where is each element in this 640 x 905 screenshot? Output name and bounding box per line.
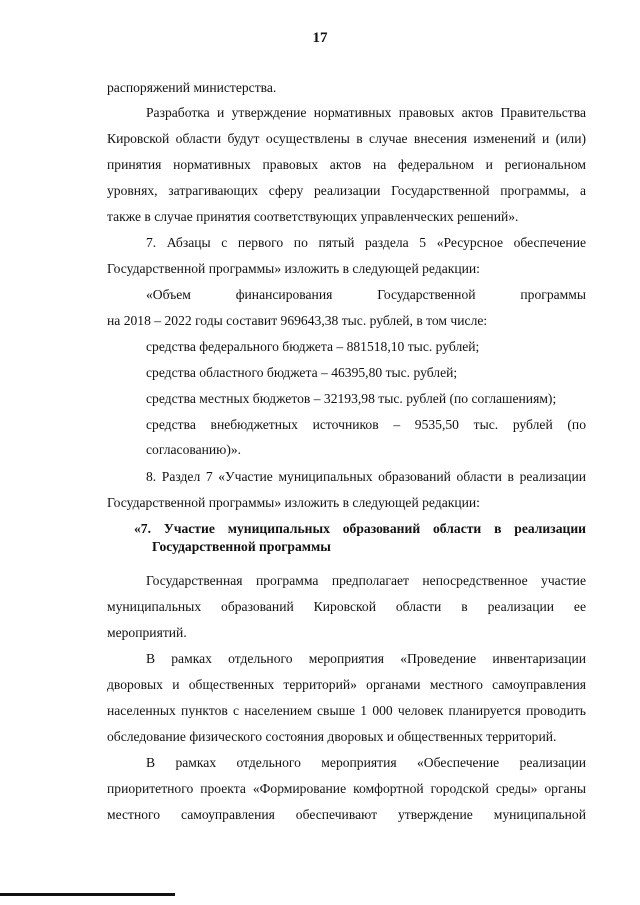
text-line: средства федерального бюджета – 881518,10 тыс. рублей; <box>146 339 480 354</box>
text-line: согласованию)». <box>146 442 242 457</box>
text-line: средства областного бюджета – 46395,80 тыс. рублей; <box>146 365 458 380</box>
text-line: принятия нормативных правовых актов на федеральном и региональном <box>107 157 586 172</box>
text-line: В рамках отдельного мероприятия «Проведение инвентаризации <box>146 651 586 666</box>
text-line: Разработка и утверждение нормативных правовых актов Правительства <box>146 105 586 120</box>
text-line: Государственной программы» изложить в следующей редакции: <box>107 495 480 510</box>
text-line: 7. Абзацы с первого по пятый раздела 5 «Ресурсное обеспечение <box>146 235 586 250</box>
text-line: также в случае принятия соответствующих управленческих решений». <box>107 209 519 224</box>
text-line: Кировской области будут осуществлены в случае внесения изменений и (или) <box>107 131 586 146</box>
text-line: средства местных бюджетов – 32193,98 тыс. рублей (по соглашениям); <box>146 391 557 406</box>
section-heading: Государственной программы <box>152 539 331 554</box>
text-line: дворовых и общественных территорий» органами местного самоуправления <box>107 677 586 692</box>
text-line: местного самоуправления обеспечивают утверждение муниципальной <box>107 807 586 822</box>
text-line: на 2018 – 2022 годы составит 969643,38 тыс. рублей, в том числе: <box>107 313 488 328</box>
text-line: муниципальных образований Кировской области в реализации ее <box>107 599 586 614</box>
text-line: приоритетного проекта «Формирование комфортной городской среды» органы <box>107 781 586 796</box>
text-line: распоряжений министерства. <box>107 80 277 95</box>
text-line: средства внебюджетных источников – 9535,50 тыс. рублей (по <box>146 417 586 432</box>
text-line: Государственная программа предполагает непосредственное участие <box>146 573 586 588</box>
text-line: 8. Раздел 7 «Участие муниципальных образований области в реализации <box>146 469 586 484</box>
text-line: Государственной программы» изложить в следующей редакции: <box>107 261 480 276</box>
page-number: 17 <box>312 30 328 46</box>
text-line: населенных пунктов с населением свыше 1 000 человек планируется проводить <box>107 703 586 718</box>
section-heading: «7. Участие муниципальных образований области в реализации <box>134 521 586 536</box>
text-line: «Объем финансирования Государственной программы <box>146 287 586 302</box>
text-line: уровнях, затрагивающих сферу реализации Государственной программы, а <box>107 183 586 198</box>
text-line: мероприятий. <box>107 625 187 640</box>
footer-rule <box>0 893 175 896</box>
text-line: обследование физического состояния дворовых и общественных территорий. <box>107 729 557 744</box>
text-line: В рамках отдельного мероприятия «Обеспечение реализации <box>146 755 586 770</box>
